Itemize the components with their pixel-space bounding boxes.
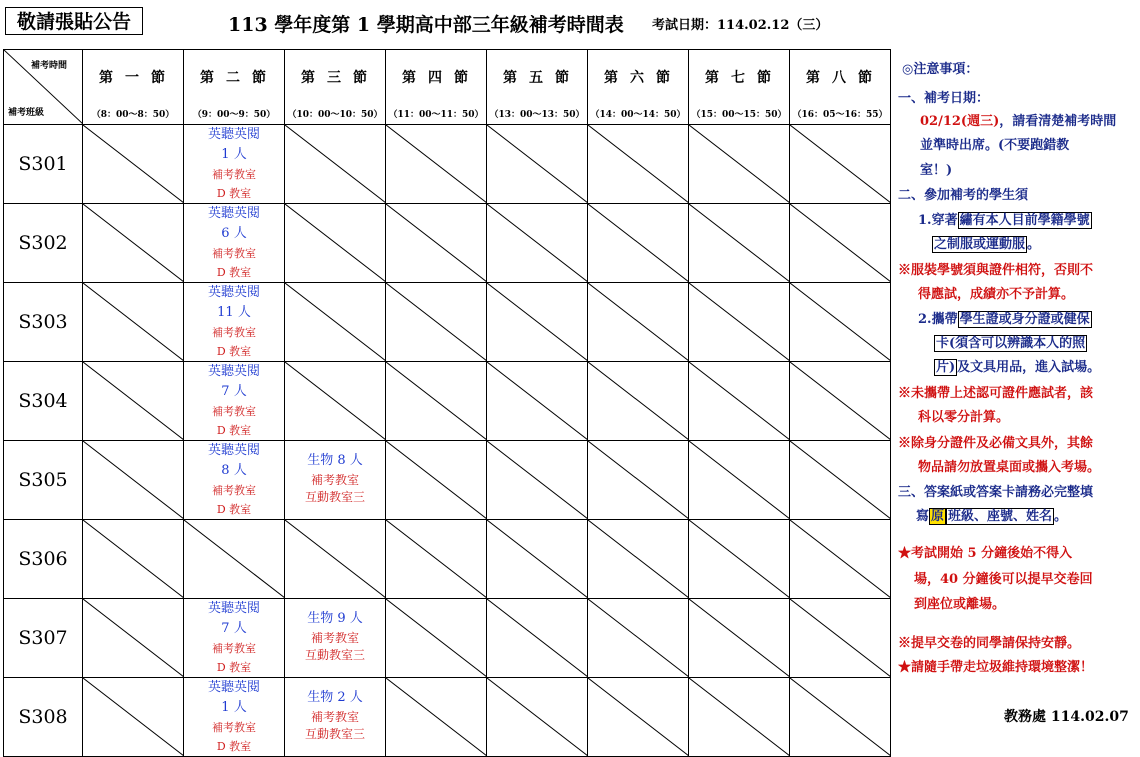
period-header: [790, 50, 891, 125]
period-time: （8：00～8：50）: [91, 110, 175, 120]
note-2-2-box-b: 卡(須含可以辨識本人的照: [936, 336, 1086, 351]
empty-slot-diagonal: [588, 520, 688, 598]
empty-slot-diagonal: [83, 678, 183, 756]
header: [0, 0, 1140, 44]
exam-count: 6 人: [221, 226, 247, 241]
schedule-cell: [83, 204, 184, 283]
empty-slot-diagonal: [386, 125, 486, 203]
exam-subject-count: 生物 8 人: [307, 453, 363, 468]
exam-subject: 英聽英閱: [207, 443, 260, 458]
exam-room-label: 補考教室: [212, 484, 256, 497]
exam-count: 11 人: [217, 305, 251, 320]
class-name: S301: [4, 125, 83, 204]
schedule-cell: [83, 599, 184, 678]
schedule-cell: [184, 441, 285, 520]
empty-slot-diagonal: [386, 204, 486, 282]
note-2-warn3-b: 物品請勿放置桌面或攜入考場。: [918, 460, 1101, 475]
empty-slot-diagonal: [588, 283, 688, 361]
schedule-cell: [487, 204, 588, 283]
table-row: [4, 678, 891, 757]
empty-slot-diagonal: [285, 283, 385, 361]
note-3-line-a: 三、答案紙或答案卡請務必完整填: [898, 485, 1094, 500]
exam-room: D 教室: [216, 266, 252, 279]
empty-slot-diagonal: [487, 599, 587, 677]
schedule-cell: [689, 441, 790, 520]
empty-slot-diagonal: [487, 362, 587, 440]
note-2-2-end: 及文具用品，進入試場。: [957, 360, 1101, 375]
schedule-cell: [588, 520, 689, 599]
schedule-table: [3, 49, 891, 757]
empty-slot-diagonal: [285, 125, 385, 203]
period-time: （16：05～16：55）: [792, 110, 888, 120]
exam-entry: [285, 599, 385, 677]
empty-slot-diagonal: [790, 125, 890, 203]
period-time: （15：00～15：50）: [691, 110, 787, 120]
note-1-text-a: ，請看清楚補考時間: [999, 114, 1117, 129]
period-header: [689, 50, 790, 125]
empty-slot-diagonal: [689, 362, 789, 440]
period-name: 第七節: [705, 70, 783, 86]
schedule-cell: [386, 678, 487, 757]
schedule-cell: [689, 283, 790, 362]
empty-slot-diagonal: [689, 204, 789, 282]
star-1-line-b: 場，40 分鐘後可以提早交卷回: [914, 572, 1093, 587]
note-2-2-box-c: 片): [936, 360, 956, 375]
period-name: 第二節: [200, 70, 278, 86]
schedule-cell: [487, 678, 588, 757]
schedule-cell: [790, 441, 891, 520]
schedule-cell: [285, 678, 386, 757]
note-3-prefix: 寫: [916, 509, 930, 524]
class-name: S304: [4, 362, 83, 441]
empty-slot-diagonal: [285, 204, 385, 282]
exam-subject: 英聽英閱: [207, 601, 260, 616]
class-name: S305: [4, 441, 83, 520]
note-2-1-line-b: [932, 233, 1040, 252]
schedule-cell: [689, 678, 790, 757]
exam-count: 7 人: [221, 621, 247, 636]
empty-slot-diagonal: [588, 204, 688, 282]
exam-count: 1 人: [221, 700, 247, 715]
schedule-cell: [386, 441, 487, 520]
exam-room-label: 補考教室: [212, 405, 256, 418]
schedule-cell: [184, 362, 285, 441]
period-header: [83, 50, 184, 125]
schedule-cell: [285, 283, 386, 362]
period-time: （11：00～11：50）: [388, 110, 484, 120]
corner-cell: [4, 50, 83, 125]
exam-room: D 教室: [216, 187, 252, 200]
post-notice-label: 敬請張貼公告: [5, 7, 143, 35]
note-3-line-b: [916, 505, 1067, 524]
empty-slot-diagonal: [790, 441, 890, 519]
schedule-cell: [588, 283, 689, 362]
empty-slot-diagonal: [588, 599, 688, 677]
exam-entry: [184, 678, 284, 756]
period-name: 第一節: [99, 70, 177, 86]
empty-slot-diagonal: [689, 520, 789, 598]
schedule-cell: [184, 125, 285, 204]
empty-slot-diagonal: [689, 678, 789, 756]
exam-room-label: 補考教室: [212, 326, 256, 339]
schedule-cell: [285, 599, 386, 678]
note-3-end: 。: [1054, 509, 1068, 524]
exam-entry: [184, 204, 284, 282]
empty-slot-diagonal: [588, 125, 688, 203]
empty-slot-diagonal: [83, 283, 183, 361]
exam-room-label: 補考教室: [212, 721, 256, 734]
class-name: S302: [4, 204, 83, 283]
schedule-cell: [83, 678, 184, 757]
quiet-note: ※提早交卷的同學請保持安靜。: [898, 636, 1081, 651]
class-name: S307: [4, 599, 83, 678]
exam-date: 考試日期：114.02.12（三）: [652, 18, 829, 33]
schedule-cell: [689, 125, 790, 204]
schedule-cell: [487, 441, 588, 520]
schedule-cell: [83, 362, 184, 441]
empty-slot-diagonal: [487, 283, 587, 361]
schedule-cell: [487, 599, 588, 678]
exam-subject: 英聽英閱: [207, 285, 260, 300]
exam-subject: 英聽英閱: [207, 364, 260, 379]
note-2-1-prefix: 1.穿著: [918, 213, 958, 228]
empty-slot-diagonal: [487, 441, 587, 519]
period-header: [386, 50, 487, 125]
note-2-warn3-a: ※除身分證件及必備文具外，其餘: [898, 436, 1094, 451]
note-2-2-box-a: 學生證或身分證或健保: [959, 312, 1090, 327]
empty-slot-diagonal: [487, 678, 587, 756]
class-name: S303: [4, 283, 83, 362]
table-row: [4, 283, 891, 362]
schedule-cell: [386, 362, 487, 441]
page-title: 113 學年度第 1 學期高中部三年級補考時間表: [228, 14, 624, 36]
empty-slot-diagonal: [83, 520, 183, 598]
exam-entry: [184, 599, 284, 677]
period-time: （9：00～9：50）: [192, 110, 276, 120]
schedule-cell: [285, 362, 386, 441]
schedule-cell: [184, 599, 285, 678]
empty-slot-diagonal: [386, 441, 486, 519]
schedule-cell: [689, 599, 790, 678]
note-3-box: 班級、座號、姓名: [948, 509, 1053, 524]
exam-count: 7 人: [221, 384, 247, 399]
table-row: [4, 362, 891, 441]
empty-slot-diagonal: [588, 362, 688, 440]
exam-room: 互動教室三: [304, 727, 365, 741]
empty-slot-diagonal: [386, 283, 486, 361]
exam-entry: [184, 362, 284, 440]
table-row: [4, 599, 891, 678]
exam-subject: 英聽英閱: [207, 127, 260, 142]
note-2-warn-b: 得應試，成績亦不予計算。: [918, 287, 1075, 302]
empty-slot-diagonal: [790, 678, 890, 756]
schedule-cell: [386, 204, 487, 283]
note-2-warn2-b: 科以零分計算。: [918, 410, 1010, 425]
schedule-cell: [184, 520, 285, 599]
schedule-cell: [790, 678, 891, 757]
exam-entry: [285, 678, 385, 756]
exam-room: 互動教室三: [304, 490, 365, 504]
empty-slot-diagonal: [790, 599, 890, 677]
note-2-warn-a: ※服裝學號須與證件相符，否則不: [898, 263, 1094, 278]
note-2-warn2-a: ※未攜帶上述認可證件應試者，該: [898, 386, 1094, 401]
exam-room: D 教室: [216, 424, 252, 437]
empty-slot-diagonal: [487, 125, 587, 203]
exam-entry: [285, 441, 385, 519]
schedule-cell: [588, 441, 689, 520]
period-name: 第三節: [301, 70, 379, 86]
note-2-2-prefix: 2.攜帶: [918, 312, 958, 327]
schedule-cell: [487, 283, 588, 362]
note-1-line-b: 並準時出席。(不要跑錯教: [920, 138, 1070, 153]
schedule-cell: [790, 362, 891, 441]
corner-time-label: 補考時間: [30, 61, 67, 71]
exam-room-label: 補考教室: [212, 168, 256, 181]
exam-room: 互動教室三: [304, 648, 365, 662]
star-2-note: ★請隨手帶走垃圾維持環境整潔！: [898, 660, 1094, 675]
empty-slot-diagonal: [790, 204, 890, 282]
empty-slot-diagonal: [689, 599, 789, 677]
exam-subject: 英聽英閱: [207, 206, 260, 221]
empty-slot-diagonal: [386, 678, 486, 756]
period-name: 第八節: [806, 70, 884, 86]
table-row: [4, 125, 891, 204]
note-1-title: 一、補考日期：: [898, 91, 990, 106]
note-1-line-a: [920, 110, 1116, 129]
schedule-cell: [285, 204, 386, 283]
note-2-1-end: 。: [1027, 237, 1041, 252]
exam-room-label: 補考教室: [212, 247, 256, 260]
empty-slot-diagonal: [83, 599, 183, 677]
header-row: [4, 50, 891, 125]
exam-room-label: 補考教室: [310, 473, 359, 487]
class-name: S308: [4, 678, 83, 757]
schedule-cell: [588, 204, 689, 283]
footer-signature: 教務處 114.02.07: [1004, 709, 1129, 725]
schedule-cell: [386, 283, 487, 362]
note-2-2-line-b: [934, 332, 1087, 351]
empty-slot-diagonal: [386, 362, 486, 440]
empty-slot-diagonal: [285, 520, 385, 598]
exam-subject: 英聽英閱: [207, 680, 260, 695]
schedule-cell: [83, 520, 184, 599]
exam-count: 8 人: [221, 463, 247, 478]
class-name: S306: [4, 520, 83, 599]
star-1-line-c: 到座位或離場。: [914, 597, 1006, 612]
note-2-1-box-b: 之制服或運動服: [934, 237, 1026, 252]
schedule-cell: [588, 125, 689, 204]
empty-slot-diagonal: [790, 283, 890, 361]
schedule-cell: [83, 125, 184, 204]
schedule-cell: [184, 678, 285, 757]
note-2-2-line-c: [934, 356, 1100, 375]
exam-room-label: 補考教室: [310, 631, 359, 645]
schedule-cell: [487, 362, 588, 441]
schedule-cell: [790, 283, 891, 362]
empty-slot-diagonal: [184, 520, 284, 598]
exam-entry: [184, 441, 284, 519]
corner-class-label: 補考班級: [8, 108, 45, 118]
empty-slot-diagonal: [386, 520, 486, 598]
exam-room-label: 補考教室: [212, 642, 256, 655]
schedule-cell: [487, 520, 588, 599]
exam-entry: [184, 283, 284, 361]
empty-slot-diagonal: [689, 441, 789, 519]
notes-heading: ◎注意事項：: [902, 62, 979, 77]
empty-slot-diagonal: [790, 362, 890, 440]
note-2-1-line-a: [918, 209, 1092, 228]
schedule-cell: [83, 441, 184, 520]
note-2-title: 二、參加補考的學生須: [898, 188, 1029, 203]
empty-slot-diagonal: [83, 204, 183, 282]
exam-count: 1 人: [221, 147, 247, 162]
empty-slot-diagonal: [790, 520, 890, 598]
empty-slot-diagonal: [689, 125, 789, 203]
schedule-cell: [285, 125, 386, 204]
schedule-cell: [790, 520, 891, 599]
schedule-cell: [689, 362, 790, 441]
note-2-1-box-a: 繡有本人目前學籍學號: [959, 213, 1090, 228]
period-name: 第五節: [503, 70, 581, 86]
period-header: [487, 50, 588, 125]
period-time: （13：00～13：50）: [489, 110, 585, 120]
exam-room: D 教室: [216, 661, 252, 674]
empty-slot-diagonal: [588, 441, 688, 519]
empty-slot-diagonal: [487, 204, 587, 282]
schedule-cell: [689, 520, 790, 599]
schedule-cell: [790, 599, 891, 678]
exam-room: D 教室: [216, 740, 252, 753]
schedule-cell: [689, 204, 790, 283]
schedule-cell: [487, 125, 588, 204]
empty-slot-diagonal: [83, 362, 183, 440]
period-time: （10：00～10：50）: [287, 110, 383, 120]
schedule-cell: [386, 520, 487, 599]
note-1-line-c: 室！): [920, 163, 953, 178]
empty-slot-diagonal: [83, 441, 183, 519]
exam-room: D 教室: [216, 503, 252, 516]
period-header: [588, 50, 689, 125]
schedule-cell: [184, 283, 285, 362]
period-name: 第四節: [402, 70, 480, 86]
table-row: [4, 441, 891, 520]
exam-subject-count: 生物 9 人: [307, 611, 363, 626]
table-row: [4, 520, 891, 599]
schedule-cell: [588, 678, 689, 757]
schedule-cell: [83, 283, 184, 362]
exam-room-label: 補考教室: [310, 710, 359, 724]
schedule-cell: [285, 520, 386, 599]
table-row: [4, 204, 891, 283]
period-name: 第六節: [604, 70, 682, 86]
period-header: [285, 50, 386, 125]
exam-subject-count: 生物 2 人: [307, 690, 363, 705]
period-time: （14：00～14：50）: [590, 110, 686, 120]
star-1-line-a: ★考試開始 5 分鐘後始不得入: [898, 546, 1073, 561]
empty-slot-diagonal: [83, 125, 183, 203]
schedule-cell: [184, 204, 285, 283]
note-3-highlight: 原: [931, 509, 945, 524]
empty-slot-diagonal: [386, 599, 486, 677]
note-2-2-line-a: [918, 308, 1092, 327]
schedule-cell: [790, 125, 891, 204]
exam-room: D 教室: [216, 345, 252, 358]
schedule-cell: [588, 362, 689, 441]
schedule-cell: [790, 204, 891, 283]
empty-slot-diagonal: [285, 362, 385, 440]
exam-entry: [184, 125, 284, 203]
empty-slot-diagonal: [689, 283, 789, 361]
note-1-date: 02/12(週三): [920, 114, 1000, 129]
empty-slot-diagonal: [487, 520, 587, 598]
schedule-cell: [588, 599, 689, 678]
schedule-cell: [386, 125, 487, 204]
schedule-cell: [386, 599, 487, 678]
empty-slot-diagonal: [588, 678, 688, 756]
schedule-cell: [285, 441, 386, 520]
period-header: [184, 50, 285, 125]
